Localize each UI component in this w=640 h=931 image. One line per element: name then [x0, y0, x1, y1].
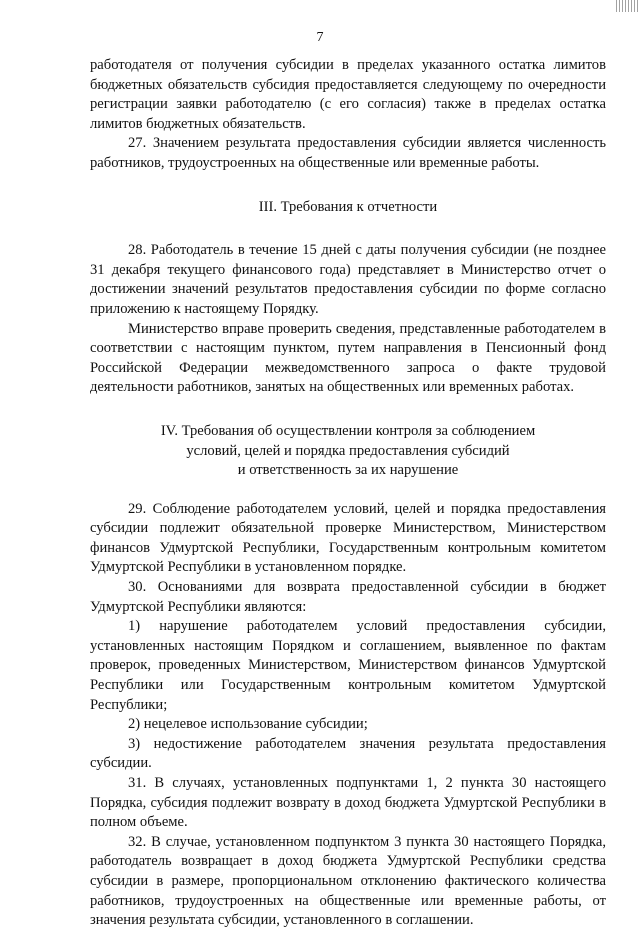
paragraph-27: 27. Значением результата предоставления субсидии является численность работников, трудоустроенных на общественные или временные работы.	[90, 135, 606, 171]
page-number: 7	[316, 30, 324, 45]
paragraph-intro-continuation: работодателя от получения субсидии в пределах указанного остатка лимитов бюджетных обязательств субсидия предоставляется следующему по очередности регистрации заявки работодателю (с его согласия) также в пределах остатка лимитов бюджетных обязательств.	[90, 57, 606, 132]
section-heading-4-line-3: и ответственность за их нарушение	[237, 462, 459, 479]
paragraph-28: 28. Работодатель в течение 15 дней с даты получения субсидии (не позднее 31 декабря текущего финансового года) представляет в Министерство отчет о достижении значений результатов предоставления субсидии по форме согласно приложению к настоящему Порядку.	[90, 242, 606, 317]
paragraph-30-item-3: 3) недостижение работодателем значения результата предоставления субсидии.	[90, 735, 606, 772]
section-heading-3: III. Требования к отчетности	[258, 198, 438, 215]
paragraph-29: 29. Соблюдение работодателем условий, целей и порядка предоставления субсидии подлежит обязательной проверке Министерством, Министерством финансов Удмуртской Республики, Государственным контрольным комитетом Удмуртской Республики в установленном порядке.	[90, 500, 606, 576]
paragraph-30-item-2: 2) нецелевое использование субсидии;	[128, 716, 368, 733]
document-body	[90, 56, 606, 931]
paragraph-28-ministry-check: Министерство вправе проверить сведения, представленные работодателем в соответствии с настоящим пунктом, путем направления в Пенсионный фонд Российской Федерации межведомственного запроса о факте трудовой деятельности работников, занятых на общественных или временных работах.	[90, 320, 606, 396]
paragraph-30-item-1: 1) нарушение работодателем условий предоставления субсидии, установленных настоящим Порядком и соглашением, выявленное по фактам проверок, проведенных Министерством, Министерством финансов Удмуртской Республики или Государственным контрольным комитетом Удмуртской Республики;	[90, 618, 606, 713]
paragraph-32: 32. В случае, установленном подпунктом 3 пункта 30 настоящего Порядка, работодатель возвращает в доход бюджета Удмуртской Республики средства субсидии в размере, пропорциональном отклонению фактического количества работников, трудоустроенных на общественные или временные работы, от значения результата субсидии, установленного в соглашении.	[90, 833, 606, 929]
section-heading-4-line-2: условий, целей и порядка предоставления субсидий	[186, 442, 510, 459]
paragraph-31: 31. В случаях, установленных подпунктами 1, 2 пункта 30 настоящего Порядка, субсидия подлежит возврату в доход бюджета Удмуртской Республики в полном объеме.	[90, 775, 606, 831]
scan-edge-mark	[616, 0, 638, 12]
paragraph-30: 30. Основаниями для возврата предоставленной субсидии в бюджет Удмуртской Республики являются:	[90, 579, 606, 615]
section-heading-4-line-1: IV. Требования об осуществлении контроля за соблюдением	[160, 422, 536, 439]
